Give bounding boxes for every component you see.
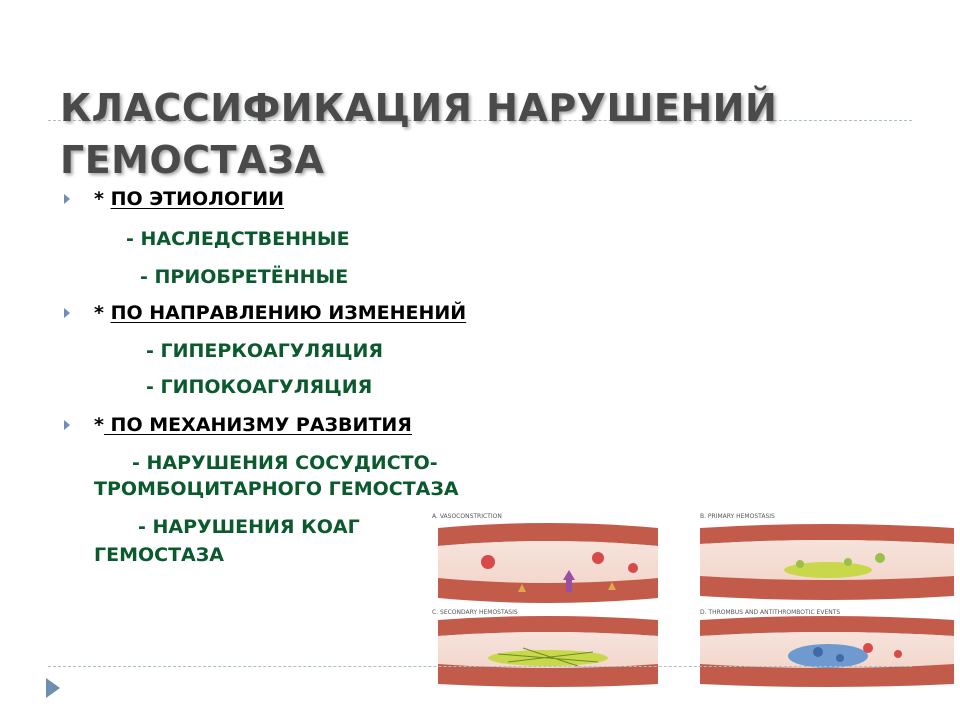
bullet-arrow-icon: [64, 308, 70, 318]
section-heading-text: ПО ЭТИОЛОГИИ: [110, 188, 285, 210]
bullet-arrow-icon: [64, 194, 70, 204]
panel-a: [432, 513, 658, 603]
panel-c-label: C. SECONDARY HEMOSTASIS: [432, 609, 518, 616]
corner-arrow-icon: [46, 678, 60, 698]
list-item: - НАРУШЕНИЯ СОСУДИСТО-: [132, 452, 438, 474]
section-marker: *: [94, 188, 104, 210]
list-item: - ГИПОКОАГУЛЯЦИЯ: [146, 376, 373, 398]
section-marker: *: [94, 414, 104, 436]
list-item: ТРОМБОЦИТАРНОГО ГЕМОСТАЗА: [94, 478, 459, 500]
panel-b-label: B. PRIMARY HEMOSTASIS: [700, 513, 775, 520]
hemostasis-figure: [428, 508, 958, 690]
bullet-arrow-icon: [64, 420, 70, 430]
bottom-divider: [48, 666, 912, 667]
list-item: - ПРИОБРЕТЁННЫЕ: [140, 266, 349, 288]
panel-b: [700, 513, 954, 600]
section-heading-text: ПО МЕХАНИЗМУ РАЗВИТИЯ: [103, 414, 412, 436]
panel-d: [700, 609, 954, 687]
section-marker: *: [94, 302, 104, 324]
list-item: - НАСЛЕДСТВЕННЫЕ: [126, 228, 350, 250]
panel-d-label: D. THROMBUS AND ANTITHROMBOTIC EVENTS: [700, 609, 841, 616]
slide-title: КЛАССИФИКАЦИЯ НАРУШЕНИЙ ГЕМОСТАЗА: [60, 86, 778, 182]
list-item: - ГИПЕРКОАГУЛЯЦИЯ: [146, 340, 384, 362]
section-heading: [94, 412, 412, 438]
list-item: ГЕМОСТАЗА: [94, 544, 224, 566]
section-heading-text: ПО НАПРАВЛЕНИЮ ИЗМЕНЕНИЙ: [110, 302, 467, 324]
list-item: - НАРУШЕНИЯ КОАГ: [138, 516, 360, 538]
section-heading: [94, 300, 466, 326]
section-heading: [94, 186, 284, 212]
panel-a-label: A. VASOCONSTRICTION: [432, 513, 502, 520]
hemostasis-diagram-image: [428, 508, 958, 690]
panel-c: [432, 609, 658, 687]
